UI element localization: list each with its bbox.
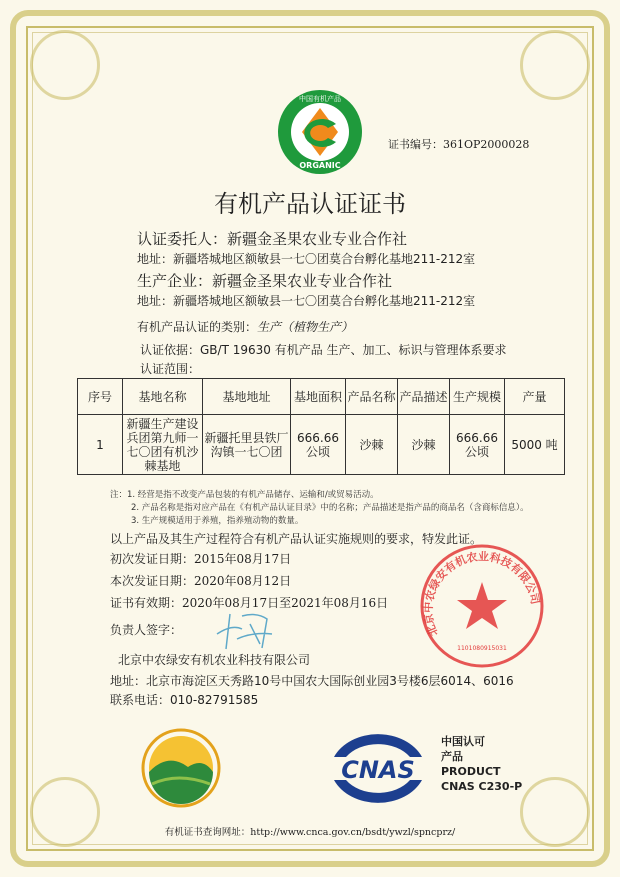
col-header: 序号 (78, 379, 123, 415)
cnas-logo (326, 722, 430, 814)
producer-line (137, 270, 392, 291)
seal-text: 北京中农绿安有机农业科技有限公司 (421, 550, 542, 639)
table-row (78, 415, 565, 475)
issuer-name: 北京中农绿安有机农业科技有限公司 (118, 653, 311, 667)
category-label: 有机产品认证的类别： (137, 320, 258, 334)
col-header: 基地地址 (203, 379, 291, 415)
note-3: 3. 生产规模适用于养殖，指养殖动物的数量。 (131, 516, 304, 526)
this-issue-date: 本次发证日期：2020年08月12日 (110, 574, 292, 588)
note-2: 2. 产品名称是指对应产品在《有机产品认证目录》中的名称；产品描述是指产品的商品名（含商标信息）。 (131, 503, 529, 513)
cell: 沙棘 (398, 415, 450, 475)
corner-ornament (30, 30, 100, 100)
organic-logo (276, 88, 364, 176)
producer-name: 新疆金圣果农业专业合作社 (212, 272, 393, 290)
corner-ornament (520, 30, 590, 100)
seal-number: 1101080915031 (457, 645, 507, 652)
issuer-phone: 联系电话：010-82791585 (110, 693, 259, 707)
client-address: 地址：新疆塔城地区额敏县一七〇团莫合台孵化基地211-212室 (137, 252, 476, 266)
cnas-line: PRODUCT (441, 765, 501, 778)
producer-label: 生产企业： (137, 272, 213, 290)
certification-basis: 认证依据：GB/T 19630 有机产品 生产、加工、标识与管理体系要求 (140, 343, 507, 357)
cnas-line: 产品 (441, 750, 463, 763)
first-issue-date: 初次发证日期：2015年08月17日 (110, 552, 292, 566)
col-header: 生产规模 (450, 379, 505, 415)
col-header: 产量 (505, 379, 565, 415)
scope-table (77, 378, 565, 475)
cell: 666.66公顷 (291, 415, 346, 475)
page-title: 有机产品认证证书 (214, 190, 406, 218)
cnas-line: CNAS C230-P (441, 780, 523, 793)
col-header: 产品名称 (346, 379, 398, 415)
validity-period: 证书有效期：2020年08月17日至2021年08月16日 (110, 596, 389, 610)
cnas-logo-text: CNAS (341, 756, 415, 784)
official-seal (416, 542, 548, 670)
cnas-line: 中国认可 (441, 735, 485, 748)
cnas-text (441, 734, 522, 794)
scope-label: 认证范围： (140, 362, 201, 376)
cell: 新疆托里县铁厂沟镇一七〇团 (203, 415, 291, 475)
producer-address: 地址：新疆塔城地区额敏县一七〇团莫合台孵化基地211-212室 (137, 294, 476, 308)
cell: 666.66公顷 (450, 415, 505, 475)
signature-label: 负责人签字： (110, 623, 183, 637)
note-1: 注：1. 经营是指不改变产品包装的有机产品储存、运输和/或贸易活动。 (110, 490, 379, 500)
cell: 沙棘 (346, 415, 398, 475)
organic-logo-bottom-text: ORGANIC (299, 161, 341, 170)
cell: 5000 吨 (505, 415, 565, 475)
issuer-address: 地址：北京市海淀区天秀路10号中国农大国际创业园3号楼6层6014、6016 (110, 674, 514, 688)
client-line (137, 228, 407, 249)
cell: 1 (78, 415, 123, 475)
green-food-logo (138, 722, 224, 812)
certificate-number: 证书编号：361OP2000028 (388, 138, 530, 151)
client-name: 新疆金圣果农业专业合作社 (227, 230, 408, 248)
category-line (137, 318, 353, 335)
client-label: 认证委托人： (137, 230, 228, 248)
organic-logo-top-text: 中国有机产品 (299, 95, 341, 103)
col-header: 基地名称 (123, 379, 203, 415)
table-header-row (78, 379, 565, 415)
query-url: 有机证书查询网址：http://www.cnca.gov.cn/bsdt/ywzl/spncprz/ (164, 827, 456, 838)
star-icon (457, 582, 507, 629)
cell: 新疆生产建设兵团第九师一七〇团有机沙棘基地 (123, 415, 203, 475)
statement: 以上产品及其生产过程符合有机产品认证实施规则的要求，特发此证。 (110, 532, 483, 546)
signature (212, 604, 282, 654)
category-value: 生产（植物生产） (257, 320, 354, 334)
col-header: 产品描述 (398, 379, 450, 415)
col-header: 基地面积 (291, 379, 346, 415)
